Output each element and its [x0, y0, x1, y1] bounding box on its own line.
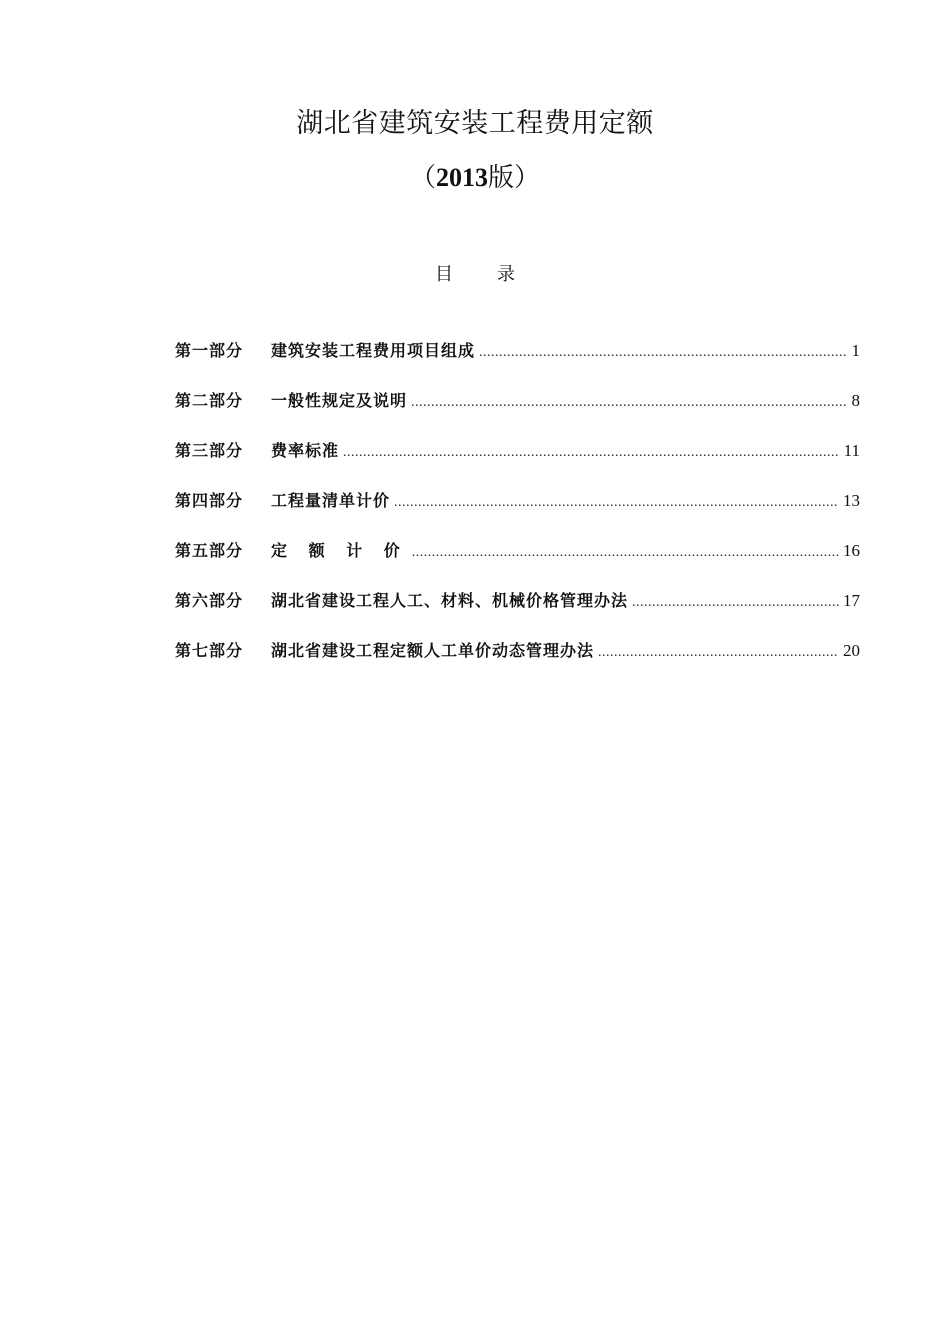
toc-entry-title: 一般性规定及说明	[271, 391, 408, 410]
toc-entry[interactable]	[175, 536, 860, 586]
toc-entry[interactable]	[175, 386, 860, 436]
toc-dot-leader	[411, 388, 847, 418]
toc-dot-leader	[394, 488, 839, 518]
toc-entry-title: 工程量清单计价	[271, 491, 391, 510]
toc-page-number: 20	[843, 641, 860, 660]
toc-dot-leader	[412, 538, 839, 568]
edition-year: 2013	[436, 163, 488, 192]
toc-entry-title: 定 额 计 价	[271, 541, 408, 560]
document-edition	[0, 158, 950, 198]
edition-label: 版）	[488, 163, 541, 192]
toc-entry-title: 湖北省建设工程定额人工单价动态管理办法	[271, 641, 595, 660]
edition-open-paren: （	[409, 163, 436, 192]
toc-entry-title: 湖北省建设工程人工、材料、机械价格管理办法	[271, 591, 629, 610]
toc-part-label: 第一部分	[175, 341, 244, 360]
toc-entry[interactable]	[175, 586, 860, 636]
toc-part-label: 第六部分	[175, 591, 244, 610]
toc-page-number: 8	[851, 391, 860, 410]
toc-part-label: 第二部分	[175, 391, 244, 410]
toc-entry[interactable]	[175, 436, 860, 486]
toc-part-label: 第三部分	[175, 441, 244, 460]
toc-page-number: 13	[843, 491, 860, 510]
toc-dot-leader	[632, 588, 839, 618]
toc-entry-title: 费率标准	[271, 441, 340, 460]
toc-part-label: 第四部分	[175, 491, 244, 510]
document-title: 湖北省建筑安装工程费用定额	[296, 108, 654, 139]
toc-dot-leader	[479, 338, 847, 368]
toc-page-number: 16	[843, 541, 860, 560]
toc-page-number: 11	[843, 441, 860, 460]
toc-page-number: 17	[843, 591, 860, 610]
toc-dot-leader	[598, 638, 839, 668]
toc-dot-leader	[343, 438, 840, 468]
toc-part-label: 第五部分	[175, 541, 244, 560]
toc-entry[interactable]	[175, 336, 860, 386]
toc-entry[interactable]	[175, 486, 860, 536]
toc-entry[interactable]	[175, 636, 860, 686]
toc-part-label: 第七部分	[175, 641, 244, 660]
toc-heading: 目录	[435, 264, 559, 285]
toc-page-number: 1	[851, 341, 860, 360]
table-of-contents	[175, 336, 860, 686]
toc-entry-title: 建筑安装工程费用项目组成	[271, 341, 476, 360]
